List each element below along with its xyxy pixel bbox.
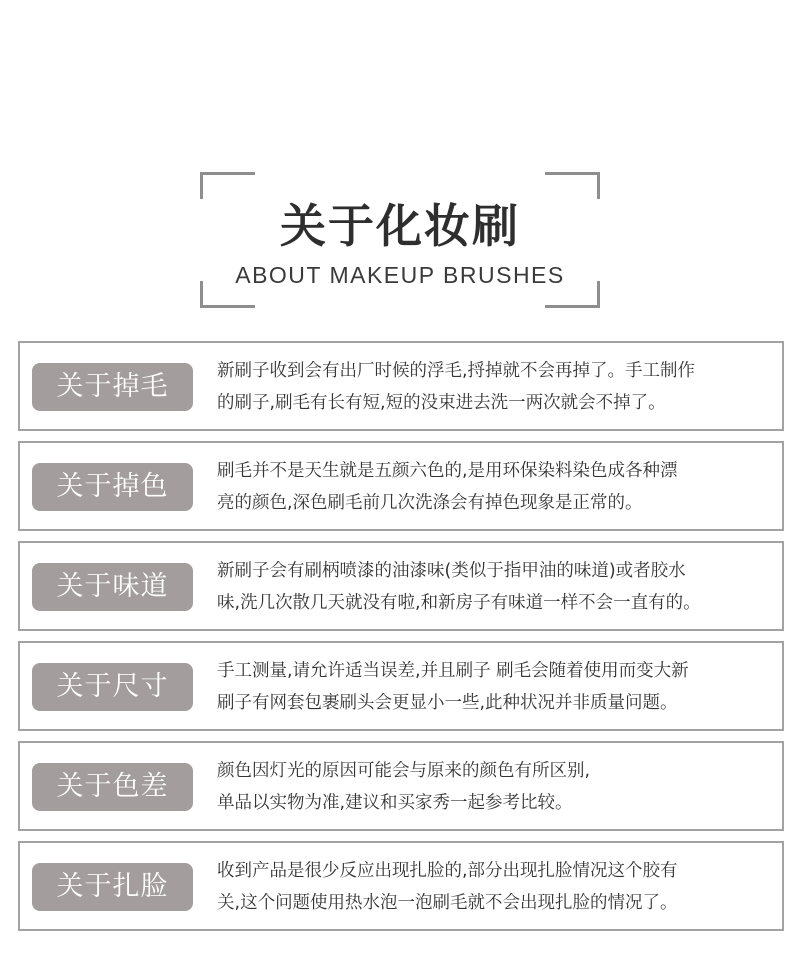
description-line: 手工测量,请允许适当误差,并且刷子 刷毛会随着使用而变大新 (217, 661, 689, 681)
info-description (217, 855, 779, 919)
description-line: 新刷子会有刷柄喷漆的油漆味(类似于指甲油的味道)或者胶水 (217, 561, 686, 581)
info-item-odor (18, 541, 784, 631)
info-description (217, 655, 779, 719)
info-tag: 关于味道 (32, 563, 193, 611)
description-line: 刷毛并不是天生就是五颜六色的,是用环保染料染色成各种漂 (217, 461, 678, 481)
info-tag: 关于掉毛 (32, 363, 193, 411)
description-line: 颜色因灯光的原因可能会与原来的颜色有所区别, (217, 761, 591, 781)
info-list (18, 341, 784, 941)
info-tag: 关于掉色 (32, 463, 193, 511)
info-tag: 关于扎脸 (32, 863, 193, 911)
description-line: 收到产品是很少反应出现扎脸的,部分出现扎脸情况这个胶有 (217, 861, 678, 881)
info-item-color-difference (18, 741, 784, 831)
section-header (200, 172, 600, 308)
info-description (217, 755, 779, 819)
info-item-size (18, 641, 784, 731)
info-item-shedding (18, 341, 784, 431)
info-description (217, 355, 779, 419)
description-line: 味,洗几次散几天就没有啦,和新房子有味道一样不会一直有的。 (217, 593, 701, 613)
description-line: 新刷子收到会有出厂时候的浮毛,捋掉就不会再掉了。手工制作 (217, 361, 696, 381)
page-subtitle: ABOUT MAKEUP BRUSHES (235, 262, 565, 288)
description-line: 亮的颜色,深色刷毛前几次洗涤会有掉色现象是正常的。 (217, 493, 643, 513)
corner-bracket-top-right (545, 172, 600, 199)
description-line: 关,这个问题使用热水泡一泡刷毛就不会出现扎脸的情况了。 (217, 893, 678, 913)
description-line: 刷子有网套包裹刷头会更显小一些,此种状况并非质量问题。 (217, 693, 678, 713)
description-line: 的刷子,刷毛有长有短,短的没束进去洗一两次就会不掉了。 (217, 393, 666, 413)
info-description (217, 455, 779, 519)
info-description (217, 555, 779, 619)
info-item-fading (18, 441, 784, 531)
description-line: 单品以实物为准,建议和买家秀一起参考比较。 (217, 793, 573, 813)
info-tag: 关于尺寸 (32, 663, 193, 711)
info-tag: 关于色差 (32, 763, 193, 811)
info-item-prickly (18, 841, 784, 931)
page-title: 关于化妆刷 (280, 199, 520, 253)
corner-bracket-top-left (200, 172, 255, 199)
